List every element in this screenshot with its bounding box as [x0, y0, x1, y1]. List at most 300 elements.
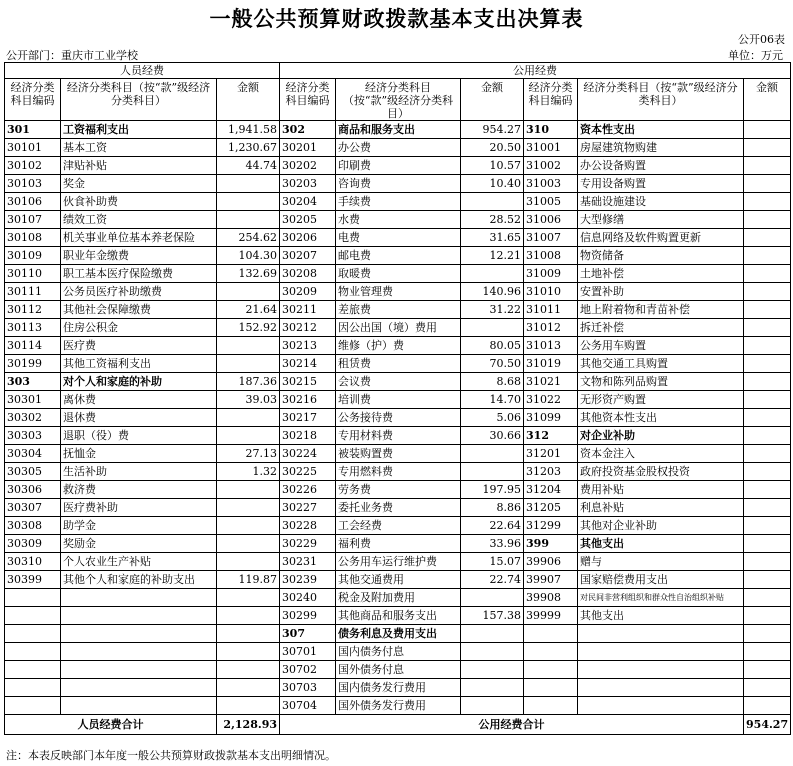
cell-amount: 954.27	[461, 121, 524, 139]
cell-code: 30701	[280, 643, 336, 661]
cell-name: 公务员医疗补助缴费	[61, 283, 217, 301]
cell-code	[5, 625, 61, 643]
cell-name: 医疗费补助	[61, 499, 217, 517]
cell-name: 公务接待费	[336, 409, 461, 427]
cell-name: 其他交通费用	[336, 571, 461, 589]
department-label: 公开部门：重庆市工业学校	[6, 49, 138, 62]
cell-name: 公务用车购置	[578, 337, 744, 355]
cell-code: 30308	[5, 517, 61, 535]
cell-name: 伙食补助费	[61, 193, 217, 211]
table-row	[5, 697, 791, 715]
cell-amount	[217, 175, 280, 193]
cell-code: 39999	[524, 607, 578, 625]
cell-code: 31011	[524, 301, 578, 319]
cell-amount	[744, 391, 791, 409]
cell-name: 物资储备	[578, 247, 744, 265]
cell-amount	[744, 571, 791, 589]
cell-amount	[461, 193, 524, 211]
cell-amount	[744, 121, 791, 139]
cell-amount	[744, 697, 791, 715]
table-row	[5, 139, 791, 157]
table-row	[5, 589, 791, 607]
cell-code: 30106	[5, 193, 61, 211]
cell-code: 30309	[5, 535, 61, 553]
cell-code: 39906	[524, 553, 578, 571]
cell-amount: 119.87	[217, 571, 280, 589]
cell-amount	[744, 499, 791, 517]
cell-name: 大型修缮	[578, 211, 744, 229]
cell-name: 费用补贴	[578, 481, 744, 499]
cell-amount: 20.50	[461, 139, 524, 157]
cell-amount	[217, 697, 280, 715]
cell-code: 30114	[5, 337, 61, 355]
cell-amount	[217, 625, 280, 643]
cell-amount	[744, 157, 791, 175]
cell-name: 工资福利支出	[61, 121, 217, 139]
cell-name: 办公费	[336, 139, 461, 157]
table-row	[5, 535, 791, 553]
cell-code	[524, 679, 578, 697]
cell-name: 职工基本医疗保险缴费	[61, 265, 217, 283]
cell-name: 资本金注入	[578, 445, 744, 463]
cell-code: 30102	[5, 157, 61, 175]
cell-amount: 27.13	[217, 445, 280, 463]
cell-code: 30108	[5, 229, 61, 247]
cell-amount: 8.68	[461, 373, 524, 391]
cell-name: 职业年金缴费	[61, 247, 217, 265]
table-row	[5, 463, 791, 481]
cell-amount: 197.95	[461, 481, 524, 499]
cell-name: 津贴补贴	[61, 157, 217, 175]
cell-amount	[461, 625, 524, 643]
cell-name: 救济费	[61, 481, 217, 499]
cell-name: 其他商品和服务支出	[336, 607, 461, 625]
col-header-code: 经济分类科目编码	[280, 79, 336, 121]
cell-amount	[217, 337, 280, 355]
public-group-header: 公用经费	[280, 63, 791, 79]
cell-name	[61, 643, 217, 661]
table-row	[5, 175, 791, 193]
table-row	[5, 319, 791, 337]
cell-code: 30302	[5, 409, 61, 427]
cell-name: 取暖费	[336, 265, 461, 283]
cell-code: 31203	[524, 463, 578, 481]
cell-name: 公务用车运行维护费	[336, 553, 461, 571]
cell-amount	[217, 535, 280, 553]
cell-code: 31007	[524, 229, 578, 247]
cell-amount	[461, 589, 524, 607]
cell-name	[578, 697, 744, 715]
cell-amount	[461, 445, 524, 463]
cell-amount	[744, 211, 791, 229]
cell-amount	[217, 661, 280, 679]
cell-name: 抚恤金	[61, 445, 217, 463]
cell-name: 对个人和家庭的补助	[61, 373, 217, 391]
cell-code: 30214	[280, 355, 336, 373]
unit-label: 单位：万元	[728, 49, 783, 62]
cell-name: 其他个人和家庭的补助支出	[61, 571, 217, 589]
cell-name: 福利费	[336, 535, 461, 553]
cell-code: 30702	[280, 661, 336, 679]
cell-amount: 132.69	[217, 265, 280, 283]
table-row	[5, 607, 791, 625]
cell-amount: 10.40	[461, 175, 524, 193]
cell-code: 31001	[524, 139, 578, 157]
cell-code: 312	[524, 427, 578, 445]
cell-amount: 33.96	[461, 535, 524, 553]
cell-code: 30206	[280, 229, 336, 247]
personnel-group-header: 人员经费	[5, 63, 280, 79]
cell-code: 39907	[524, 571, 578, 589]
cell-code: 30211	[280, 301, 336, 319]
cell-code: 30225	[280, 463, 336, 481]
cell-code: 31099	[524, 409, 578, 427]
table-row	[5, 247, 791, 265]
footnote: 注：本表反映部门本年度一般公共预算财政拨款基本支出明细情况。	[6, 749, 336, 762]
cell-amount	[217, 481, 280, 499]
cell-amount	[744, 265, 791, 283]
cell-name: 国外债务付息	[336, 661, 461, 679]
cell-code: 31003	[524, 175, 578, 193]
cell-amount	[217, 553, 280, 571]
cell-code	[5, 661, 61, 679]
table-row	[5, 391, 791, 409]
expenditure-table	[4, 62, 791, 735]
cell-amount	[744, 409, 791, 427]
cell-code	[524, 697, 578, 715]
cell-amount	[217, 409, 280, 427]
cell-code: 31005	[524, 193, 578, 211]
cell-name: 离休费	[61, 391, 217, 409]
cell-amount: 1,941.58	[217, 121, 280, 139]
cell-code: 30207	[280, 247, 336, 265]
cell-name: 专用设备购置	[578, 175, 744, 193]
cell-name: 其他资本性支出	[578, 409, 744, 427]
cell-code: 30218	[280, 427, 336, 445]
cell-amount	[744, 427, 791, 445]
cell-code: 30213	[280, 337, 336, 355]
cell-code: 31204	[524, 481, 578, 499]
cell-name: 劳务费	[336, 481, 461, 499]
cell-amount	[217, 427, 280, 445]
cell-amount	[744, 247, 791, 265]
cell-amount	[744, 679, 791, 697]
cell-name: 退职（役）费	[61, 427, 217, 445]
cell-code	[5, 679, 61, 697]
cell-amount: 157.38	[461, 607, 524, 625]
table-row	[5, 499, 791, 517]
cell-name: 助学金	[61, 517, 217, 535]
cell-name: 基本工资	[61, 139, 217, 157]
cell-code: 30112	[5, 301, 61, 319]
cell-name: 因公出国（境）费用	[336, 319, 461, 337]
table-row	[5, 571, 791, 589]
cell-code: 30107	[5, 211, 61, 229]
cell-name: 其他支出	[578, 535, 744, 553]
cell-code: 30205	[280, 211, 336, 229]
cell-code: 31021	[524, 373, 578, 391]
public-total-value: 954.27	[744, 715, 791, 735]
cell-code: 30306	[5, 481, 61, 499]
cell-code: 30703	[280, 679, 336, 697]
cell-code: 30208	[280, 265, 336, 283]
cell-amount: 1.32	[217, 463, 280, 481]
cell-code: 30227	[280, 499, 336, 517]
cell-name	[578, 661, 744, 679]
personnel-total-label: 人员经费合计	[5, 715, 217, 735]
cell-amount: 5.06	[461, 409, 524, 427]
cell-name: 水费	[336, 211, 461, 229]
cell-name	[61, 679, 217, 697]
cell-amount: 39.03	[217, 391, 280, 409]
cell-code: 303	[5, 373, 61, 391]
cell-code: 31019	[524, 355, 578, 373]
cell-code	[5, 697, 61, 715]
col-header-amount: 金额	[744, 79, 791, 121]
table-row	[5, 193, 791, 211]
cell-code: 30216	[280, 391, 336, 409]
cell-code	[524, 625, 578, 643]
cell-amount	[744, 625, 791, 643]
cell-amount	[217, 193, 280, 211]
cell-amount: 28.52	[461, 211, 524, 229]
cell-code: 310	[524, 121, 578, 139]
cell-amount: 104.30	[217, 247, 280, 265]
cell-amount	[744, 553, 791, 571]
cell-amount	[744, 283, 791, 301]
cell-name	[61, 661, 217, 679]
col-header-amount: 金额	[217, 79, 280, 121]
cell-amount: 22.64	[461, 517, 524, 535]
cell-code: 30101	[5, 139, 61, 157]
cell-code	[524, 661, 578, 679]
cell-name: 无形资产购置	[578, 391, 744, 409]
cell-amount	[217, 679, 280, 697]
cell-amount: 152.92	[217, 319, 280, 337]
cell-amount	[744, 589, 791, 607]
form-number: 公开06表	[738, 33, 785, 46]
cell-amount	[461, 319, 524, 337]
cell-name: 其他交通工具购置	[578, 355, 744, 373]
cell-amount: 254.62	[217, 229, 280, 247]
cell-amount: 80.05	[461, 337, 524, 355]
cell-code: 31013	[524, 337, 578, 355]
cell-amount	[217, 211, 280, 229]
col-header-code: 经济分类科目编码	[524, 79, 578, 121]
cell-code: 31022	[524, 391, 578, 409]
cell-name	[61, 589, 217, 607]
table-row	[5, 337, 791, 355]
cell-amount	[744, 517, 791, 535]
cell-name: 税金及附加费用	[336, 589, 461, 607]
cell-name: 其他对企业补助	[578, 517, 744, 535]
cell-amount: 10.57	[461, 157, 524, 175]
table-row	[5, 427, 791, 445]
cell-name: 资本性支出	[578, 121, 744, 139]
cell-amount	[744, 355, 791, 373]
cell-name: 专用材料费	[336, 427, 461, 445]
cell-amount	[461, 679, 524, 697]
cell-amount	[217, 643, 280, 661]
cell-name: 维修（护）费	[336, 337, 461, 355]
cell-amount	[217, 355, 280, 373]
cell-code: 302	[280, 121, 336, 139]
cell-name: 国内债务发行费用	[336, 679, 461, 697]
cell-code: 30209	[280, 283, 336, 301]
cell-amount: 14.70	[461, 391, 524, 409]
cell-name: 电费	[336, 229, 461, 247]
cell-name: 安置补助	[578, 283, 744, 301]
cell-code: 39908	[524, 589, 578, 607]
cell-amount	[744, 607, 791, 625]
cell-name: 其他社会保障缴费	[61, 301, 217, 319]
cell-amount: 21.64	[217, 301, 280, 319]
cell-code: 301	[5, 121, 61, 139]
cell-code: 31012	[524, 319, 578, 337]
cell-code: 31006	[524, 211, 578, 229]
cell-code: 31205	[524, 499, 578, 517]
cell-amount	[744, 535, 791, 553]
table-row	[5, 643, 791, 661]
cell-name: 工会经费	[336, 517, 461, 535]
cell-amount	[744, 319, 791, 337]
cell-name	[578, 679, 744, 697]
cell-name: 商品和服务支出	[336, 121, 461, 139]
cell-name: 土地补偿	[578, 265, 744, 283]
cell-name: 对企业补助	[578, 427, 744, 445]
table-row	[5, 409, 791, 427]
cell-name	[578, 643, 744, 661]
table-row	[5, 283, 791, 301]
table-row	[5, 481, 791, 499]
cell-code: 30111	[5, 283, 61, 301]
cell-code: 30203	[280, 175, 336, 193]
cell-name: 国内债务付息	[336, 643, 461, 661]
cell-name: 奖励金	[61, 535, 217, 553]
cell-code: 30109	[5, 247, 61, 265]
cell-amount	[744, 229, 791, 247]
cell-code: 30212	[280, 319, 336, 337]
cell-name: 医疗费	[61, 337, 217, 355]
cell-amount	[744, 175, 791, 193]
cell-name	[61, 697, 217, 715]
cell-code: 30301	[5, 391, 61, 409]
cell-name: 其他工资福利支出	[61, 355, 217, 373]
cell-amount: 22.74	[461, 571, 524, 589]
cell-name: 咨询费	[336, 175, 461, 193]
cell-code: 30307	[5, 499, 61, 517]
cell-name: 赠与	[578, 553, 744, 571]
cell-name: 国外债务发行费用	[336, 697, 461, 715]
cell-code: 30229	[280, 535, 336, 553]
cell-code: 30226	[280, 481, 336, 499]
cell-name: 差旅费	[336, 301, 461, 319]
table-row	[5, 625, 791, 643]
table-row	[5, 211, 791, 229]
cell-name: 奖金	[61, 175, 217, 193]
cell-name	[61, 625, 217, 643]
table-row	[5, 121, 791, 139]
cell-code: 30399	[5, 571, 61, 589]
cell-name: 培训费	[336, 391, 461, 409]
cell-name: 房屋建筑物购建	[578, 139, 744, 157]
cell-amount: 8.86	[461, 499, 524, 517]
cell-amount	[217, 517, 280, 535]
cell-code: 30239	[280, 571, 336, 589]
cell-name: 信息网络及软件购置更新	[578, 229, 744, 247]
cell-code: 30110	[5, 265, 61, 283]
cell-name: 机关事业单位基本养老保险	[61, 229, 217, 247]
cell-code: 30201	[280, 139, 336, 157]
cell-amount	[744, 445, 791, 463]
table-row	[5, 517, 791, 535]
cell-name: 对民间非营利组织和群众性自治组织补贴	[578, 589, 744, 607]
cell-code	[524, 643, 578, 661]
cell-name	[61, 607, 217, 625]
cell-code: 30305	[5, 463, 61, 481]
cell-amount: 31.22	[461, 301, 524, 319]
cell-code: 30310	[5, 553, 61, 571]
cell-amount: 1,230.67	[217, 139, 280, 157]
cell-amount	[744, 301, 791, 319]
cell-code: 30299	[280, 607, 336, 625]
cell-amount	[744, 481, 791, 499]
cell-amount: 30.66	[461, 427, 524, 445]
cell-code: 31002	[524, 157, 578, 175]
cell-name: 退休费	[61, 409, 217, 427]
cell-code: 30202	[280, 157, 336, 175]
cell-amount	[461, 463, 524, 481]
table-row	[5, 679, 791, 697]
cell-amount: 187.36	[217, 373, 280, 391]
cell-code: 31008	[524, 247, 578, 265]
cell-name: 拆迁补偿	[578, 319, 744, 337]
col-header-amount: 金额	[461, 79, 524, 121]
cell-name: 住房公积金	[61, 319, 217, 337]
cell-code: 30113	[5, 319, 61, 337]
table-row	[5, 373, 791, 391]
cell-name: 邮电费	[336, 247, 461, 265]
cell-name: 国家赔偿费用支出	[578, 571, 744, 589]
cell-amount	[461, 643, 524, 661]
cell-code	[5, 607, 61, 625]
cell-code: 30704	[280, 697, 336, 715]
table-row	[5, 445, 791, 463]
cell-name: 办公设备购置	[578, 157, 744, 175]
cell-code: 31201	[524, 445, 578, 463]
cell-code: 399	[524, 535, 578, 553]
cell-code: 30304	[5, 445, 61, 463]
cell-amount	[217, 589, 280, 607]
cell-name: 物业管理费	[336, 283, 461, 301]
cell-code: 307	[280, 625, 336, 643]
col-header-name: 经济分类科目（按“款”级经济分类科目）	[61, 79, 217, 121]
report-title: 一般公共预算财政拨款基本支出决算表	[209, 6, 584, 31]
public-total-label: 公用经费合计	[280, 715, 744, 735]
personnel-total-value: 2,128.93	[217, 715, 280, 735]
cell-name: 会议费	[336, 373, 461, 391]
col-header-code: 经济分类科目编码	[5, 79, 61, 121]
col-header-name: 经济分类科目（按“款”级经济分类科目）	[336, 79, 461, 121]
cell-amount	[744, 193, 791, 211]
cell-name: 专用燃料费	[336, 463, 461, 481]
cell-name: 地上附着物和青苗补偿	[578, 301, 744, 319]
cell-code: 30240	[280, 589, 336, 607]
table-row	[5, 553, 791, 571]
cell-name: 其他支出	[578, 607, 744, 625]
cell-amount	[461, 697, 524, 715]
cell-amount: 15.07	[461, 553, 524, 571]
